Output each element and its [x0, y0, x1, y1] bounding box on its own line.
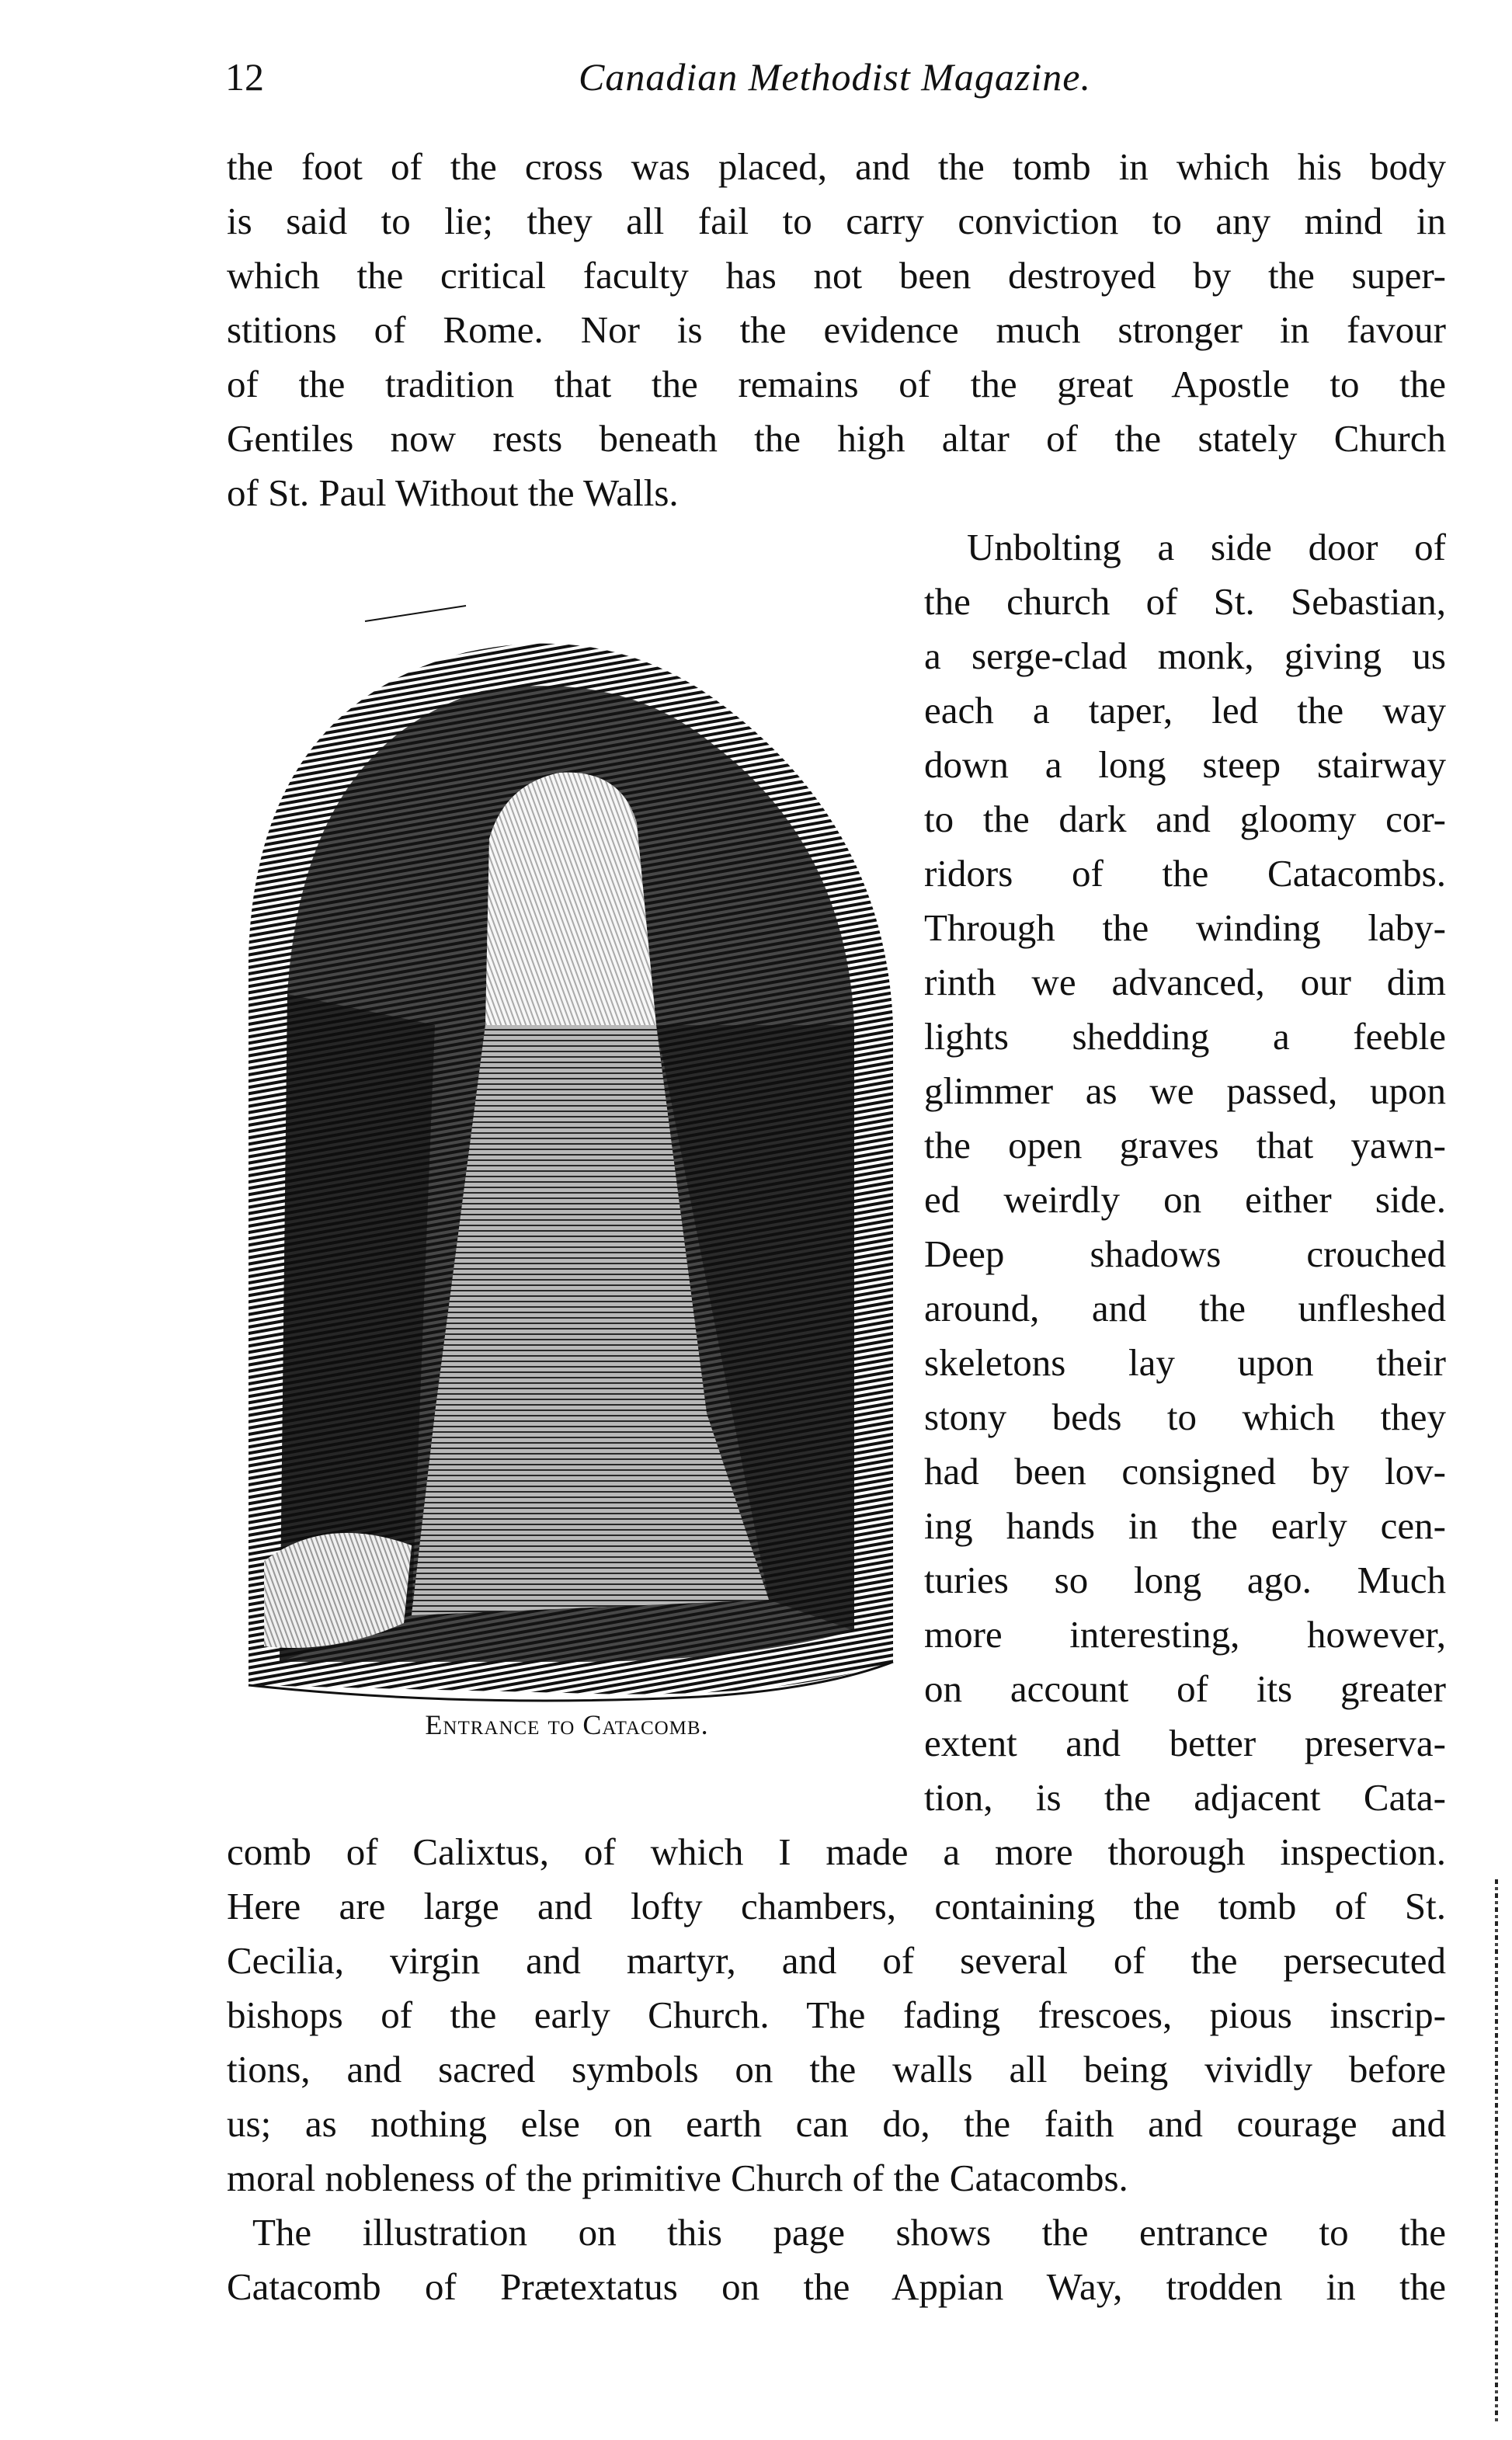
column-line: around, and the unfleshed [924, 1287, 1446, 1329]
column-line: ridors of the Catacombs. [924, 852, 1446, 895]
figure-caption: Entrance to Catacomb. [425, 1709, 709, 1740]
body-line: stitions of Rome. Nor is the evidence much stronger in favour [227, 308, 1446, 351]
body-line: the foot of the cross was placed, and the tomb in which his body [227, 145, 1446, 188]
column-line: turies so long ago. Much [924, 1559, 1446, 1601]
magazine-title: Canadian Methodist Magazine. [579, 55, 1091, 99]
body-line: of the tradition that the remains of the great Apostle to the [227, 363, 1446, 405]
body-line: us; as nothing else on earth can do, the faith and courage and [227, 2102, 1446, 2145]
catacomb-illustration [233, 590, 901, 1708]
running-head [225, 54, 1444, 109]
page-number: 12 [225, 55, 264, 99]
column-line: the church of St. Sebastian, [924, 580, 1446, 623]
column-line: glimmer as we passed, upon [924, 1069, 1446, 1112]
column-line: on account of its greater [924, 1667, 1446, 1710]
column-line: Through the winding laby- [924, 906, 1446, 949]
column-line: ing hands in the early cen- [924, 1504, 1446, 1547]
body-line: Here are large and lofty chambers, containing the tomb of St. [227, 1885, 1446, 1927]
body-line: The illustration on this page shows the entrance to the [252, 2211, 1446, 2254]
column-line: the open graves that yawn- [924, 1124, 1446, 1166]
column-line: down a long steep stairway [924, 743, 1446, 786]
column-line: ed weirdly on either side. [924, 1178, 1446, 1221]
scan-edge-mark [1495, 1879, 1498, 2423]
column-line: rinth we advanced, our dim [924, 961, 1446, 1003]
column-line: stony beds to which they [924, 1396, 1446, 1438]
body-line: tions, and sacred symbols on the walls all being vividly before [227, 2048, 1446, 2091]
column-line: lights shedding a feeble [924, 1015, 1446, 1058]
body-line: of St. Paul Without the Walls. [227, 471, 679, 514]
column-line: each a taper, led the way [924, 689, 1446, 732]
column-line: Unbolting a side door of [967, 526, 1446, 568]
column-line: tion, is the adjacent Cata- [924, 1776, 1446, 1819]
column-line: to the dark and gloomy cor- [924, 798, 1446, 840]
column-line: had been consigned by lov- [924, 1450, 1446, 1493]
body-line: Cecilia, virgin and martyr, and of several of the persecuted [227, 1939, 1446, 1982]
body-line: Catacomb of Prætextatus on the Appian Way, trodden in the [227, 2265, 1446, 2308]
body-line: bishops of the early Church. The fading frescoes, pious inscrip- [227, 1993, 1446, 2036]
column-line: skeletons lay upon their [924, 1341, 1446, 1384]
body-line: comb of Calixtus, of which I made a more thorough inspection. [227, 1830, 1446, 1873]
body-line: is said to lie; they all fail to carry conviction to any mind in [227, 200, 1446, 242]
column-line: extent and better preserva- [924, 1722, 1446, 1764]
column-line: a serge-clad monk, giving us [924, 634, 1446, 677]
column-line: more interesting, however, [924, 1613, 1446, 1656]
body-line: which the critical faculty has not been destroyed by the super- [227, 254, 1446, 297]
body-line: Gentiles now rests beneath the high altar of the stately Church [227, 417, 1446, 460]
body-line: moral nobleness of the primitive Church of the Catacombs. [227, 2157, 1128, 2199]
column-line: Deep shadows crouched [924, 1232, 1446, 1275]
